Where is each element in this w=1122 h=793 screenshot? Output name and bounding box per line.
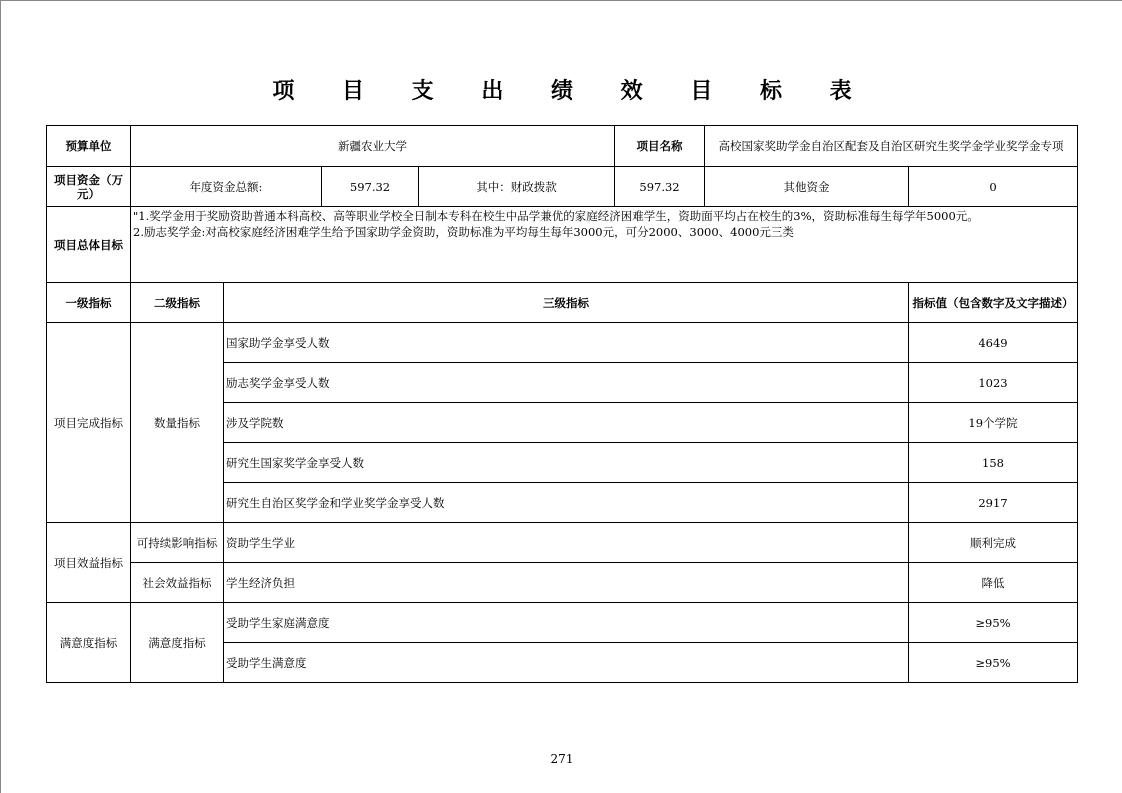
other-funds-label: 其他资金	[705, 167, 909, 207]
col-value-header: 指标值（包含数字及文字描述）	[909, 283, 1078, 323]
benefit-level2: 可持续影响指标	[131, 523, 224, 563]
indicator-value: 158	[909, 443, 1078, 483]
col-level2-header: 二级指标	[131, 283, 224, 323]
fiscal-value: 597.32	[615, 167, 705, 207]
satisfaction-level1: 满意度指标	[47, 603, 131, 683]
page-number: 271	[550, 752, 574, 766]
benefit-level2: 社会效益指标	[131, 563, 224, 603]
indicator-value: ≥95%	[909, 603, 1078, 643]
page-title: 项 目 支 出 绩 效 目 标 表	[272, 79, 872, 104]
goal-text	[131, 207, 1078, 283]
indicator-name: 研究生自治区奖学金和学业奖学金享受人数	[224, 483, 909, 523]
budget-unit-label: 预算单位	[47, 126, 131, 167]
completion-level2: 数量指标	[131, 323, 224, 523]
performance-table	[46, 125, 1078, 683]
indicator-value: 4649	[909, 323, 1078, 363]
funds-row	[47, 167, 1078, 207]
indicator-value: 顺利完成	[909, 523, 1078, 563]
indicator-name: 资助学生学业	[224, 523, 909, 563]
project-name-value: 高校国家奖助学金自治区配套及自治区研究生奖学金学业奖学金专项	[705, 126, 1078, 167]
budget-unit-value: 新疆农业大学	[131, 126, 615, 167]
indicator-name: 励志奖学金享受人数	[224, 363, 909, 403]
indicator-value: 1023	[909, 363, 1078, 403]
col-level3-header: 三级指标	[224, 283, 909, 323]
goal-line-1: "1.奖学金用于奖励资助普通本科高校、高等职业学校全日制本专科在校生中品学兼优的家庭经济困难学生，资助面平均占在校生的3%，资助标准每生每学年5000元。	[133, 209, 979, 223]
indicator-name: 研究生国家奖学金享受人数	[224, 443, 909, 483]
other-funds-value: 0	[909, 167, 1078, 207]
annual-total-label: 年度资金总额:	[131, 167, 322, 207]
indicator-value: ≥95%	[909, 643, 1078, 683]
col-level1-header: 一级指标	[47, 283, 131, 323]
indicator-value: 19个学院	[909, 403, 1078, 443]
completion-level1: 项目完成指标	[47, 323, 131, 523]
table-row	[47, 563, 1078, 603]
annual-total-value: 597.32	[322, 167, 419, 207]
goal-line-2: 2.励志奖学金:对高校家庭经济困难学生给予国家助学金资助，资助标准为平均每生每年3000元，可分2000、3000、4000元三类	[133, 225, 794, 239]
indicator-name: 学生经济负担	[224, 563, 909, 603]
indicator-value: 2917	[909, 483, 1078, 523]
table-row	[47, 523, 1078, 563]
budget-unit-row	[47, 126, 1078, 167]
goal-label: 项目总体目标	[47, 207, 131, 283]
goal-row	[47, 207, 1078, 283]
project-name-label: 项目名称	[615, 126, 705, 167]
indicator-name: 受助学生满意度	[224, 643, 909, 683]
indicator-name: 受助学生家庭满意度	[224, 603, 909, 643]
table-row	[47, 603, 1078, 643]
fiscal-label: 其中：财政拨款	[419, 167, 615, 207]
benefit-level1: 项目效益指标	[47, 523, 131, 603]
table-row	[47, 323, 1078, 363]
indicator-name: 涉及学院数	[224, 403, 909, 443]
column-header-row	[47, 283, 1078, 323]
indicator-name: 国家助学金享受人数	[224, 323, 909, 363]
satisfaction-level2: 满意度指标	[131, 603, 224, 683]
indicator-value: 降低	[909, 563, 1078, 603]
funds-label: 项目资金（万元）	[47, 167, 131, 207]
